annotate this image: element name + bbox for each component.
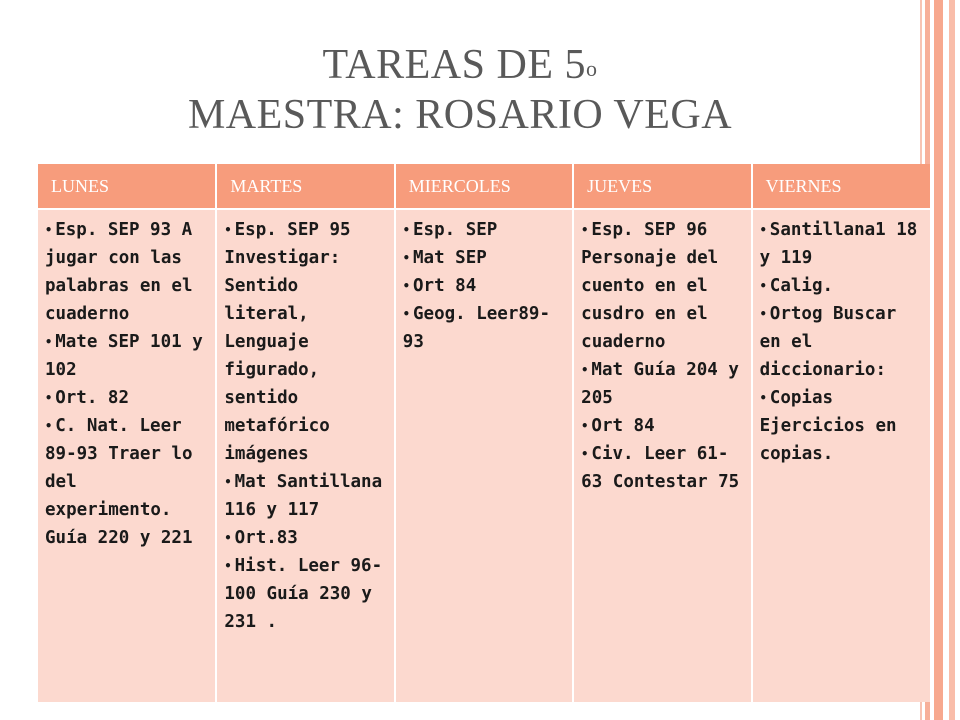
task-text: Ort. 82 (55, 388, 129, 408)
task-text: Esp. SEP (413, 220, 498, 240)
task-text: Mat Santillana 116 y 117 (224, 472, 383, 520)
task-item (760, 272, 926, 300)
task-item (224, 468, 389, 524)
task-text: Copias Ejercicios en copias. (759, 388, 897, 464)
bullet-icon: • (45, 391, 53, 405)
task-item (760, 300, 926, 384)
task-text: Hist. Leer 96-100 Guía 230 y 231 . (224, 556, 383, 632)
day-cell (216, 209, 394, 702)
task-item (45, 412, 211, 552)
task-item (224, 524, 389, 552)
day-cell (752, 209, 930, 702)
task-text: Ortog Buscar en el diccionario: (759, 304, 897, 380)
bullet-icon: • (224, 223, 232, 237)
stripe (934, 0, 943, 720)
task-text: Esp. SEP 93 A jugar con las palabras en el cuaderno (45, 220, 193, 324)
task-list (45, 216, 211, 552)
task-text: Esp. SEP 95 Investigar: Sentido literal, Lenguaje figurado, sentido metafórico imágenes (224, 220, 351, 464)
tasks-row (38, 209, 930, 702)
task-text: Santillana1 18 y 119 (759, 220, 918, 268)
bullet-icon: • (402, 223, 411, 237)
task-item (403, 272, 568, 300)
day-cell (573, 209, 751, 702)
bullet-icon: • (759, 391, 767, 405)
bullet-icon: • (224, 559, 232, 573)
bullet-icon: • (759, 279, 767, 293)
task-text: Calig. (769, 276, 834, 296)
task-item (760, 384, 926, 468)
task-list (760, 216, 926, 468)
day-header: VIERNES (752, 164, 930, 209)
task-item (403, 216, 568, 244)
bullet-icon: • (581, 363, 589, 377)
task-item (45, 216, 211, 328)
task-item (45, 328, 211, 384)
bullet-icon: • (45, 335, 53, 349)
slide-title (40, 40, 880, 140)
task-text: Ort.83 (234, 528, 298, 548)
bullet-icon: • (581, 223, 589, 237)
header-row (38, 164, 930, 209)
task-item (45, 384, 211, 412)
task-list (224, 216, 389, 636)
schedule-table (38, 164, 930, 702)
day-header: JUEVES (573, 164, 751, 209)
task-item (403, 300, 568, 356)
bullet-icon: • (759, 223, 767, 237)
task-text: Geog. Leer89-93 (402, 304, 550, 352)
task-text: Mat SEP (413, 248, 487, 268)
day-header: LUNES (38, 164, 216, 209)
task-text: Ort 84 (591, 416, 655, 436)
bullet-icon: • (224, 475, 232, 489)
day-cell (38, 209, 216, 702)
title-ordinal: o (585, 56, 598, 81)
task-text: Mate SEP 101 y 102 (45, 332, 203, 380)
task-text: C. Nat. Leer 89-93 Traer lo del experimento. Guía 220 y 221 (45, 416, 193, 548)
task-item (403, 244, 568, 272)
task-text: Mat Guía 204 y 205 (581, 360, 739, 408)
title-line-2: MAESTRA: ROSARIO VEGA (187, 92, 733, 138)
bullet-icon: • (402, 307, 411, 321)
task-list (581, 216, 746, 496)
bullet-icon: • (759, 307, 767, 321)
bullet-icon: • (45, 223, 53, 237)
task-list (403, 216, 568, 356)
task-item (224, 216, 389, 468)
stripe (949, 0, 955, 720)
task-item (581, 356, 746, 412)
task-item (581, 412, 746, 440)
task-item (581, 440, 746, 496)
day-header: MARTES (216, 164, 394, 209)
bullet-icon: • (402, 279, 411, 293)
bullet-icon: • (224, 531, 232, 545)
bullet-icon: • (402, 251, 411, 265)
day-cell (395, 209, 573, 702)
task-text: Ort 84 (413, 276, 477, 296)
title-line-1 (40, 40, 880, 90)
bullet-icon: • (45, 419, 53, 433)
task-item (760, 216, 926, 272)
task-text: Esp. SEP 96 Personaje del cuento en el cusdro en el cuaderno (581, 220, 719, 352)
bullet-icon: • (581, 447, 589, 461)
title-text: TAREAS DE 5 (322, 42, 586, 88)
task-text: Civ. Leer 61-63 Contestar 75 (581, 444, 740, 492)
bullet-icon: • (581, 419, 589, 433)
task-item (224, 552, 389, 636)
day-header: MIERCOLES (395, 164, 573, 209)
task-item (581, 216, 746, 356)
